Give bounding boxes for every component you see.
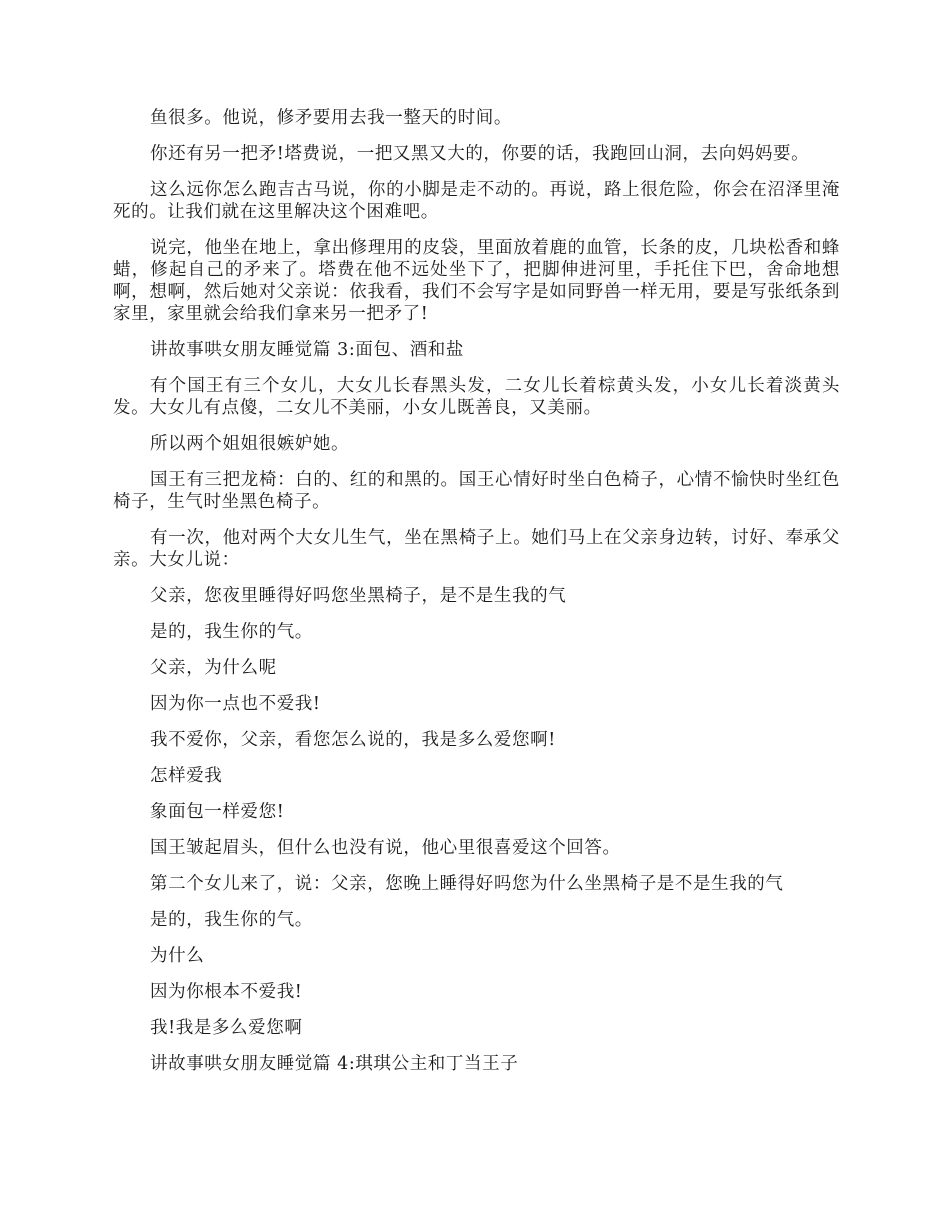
dialogue-line: 第二个女儿来了，说：父亲，您晚上睡得好吗您为什么坐黑椅子是不是生我的气 [150,874,784,894]
dialogue-line: 因为你一点也不爱我! [150,694,321,714]
document-body [113,107,840,1089]
dialogue-line: 我不爱你，父亲，看您怎么说的，我是多么爱您啊! [150,730,556,750]
dialogue-line: 因为你根本不爱我! [150,982,303,1002]
dialogue-line: 父亲，为什么呢 [150,658,277,678]
paragraph: 你还有另一把矛!塔费说，一把又黑又大的，你要的话，我跑回山洞，去向妈妈要。 [150,144,810,164]
paragraph: 国王有三把龙椅：白的、红的和黑的。国王心情好时坐白色椅子，心情不愉快时坐红色椅子，生气时坐黑色椅子。 [113,470,840,512]
paragraph: 有个国王有三个女儿，大女儿长春黑头发，二女儿长着棕黄头发，小女儿长着淡黄头发。大女儿有点傻，二女儿不美丽，小女儿既善良，又美丽。 [113,376,840,418]
dialogue-line: 父亲，您夜里睡得好吗您坐黑椅子，是不是生我的气 [150,586,567,606]
dialogue-line: 怎样爱我 [150,766,223,786]
section-heading: 讲故事哄女朋友睡觉篇 4:琪琪公主和丁当王子 [150,1054,519,1074]
dialogue-line: 我!我是多么爱您啊 [150,1018,303,1038]
paragraph: 说完，他坐在地上，拿出修理用的皮袋，里面放着鹿的血管，长条的皮，几块松香和蜂蜡，修起自己的矛来了。塔费在他不远处坐下了，把脚伸进河里，手托住下巴，舍命地想啊，想啊，然后她对父亲说：依我看，我们不会写字是如同野兽一样无用，要是写张纸条到家里，家里就会给我们拿来另一把矛了! [113,238,840,324]
dialogue-line: 为什么 [150,946,205,966]
section-heading: 讲故事哄女朋友睡觉篇 3:面包、酒和盐 [150,340,464,360]
dialogue-line: 象面包一样爱您! [150,802,285,822]
paragraph: 所以两个姐姐很嫉妒她。 [150,434,350,454]
paragraph: 国王皱起眉头，但什么也没有说，他心里很喜爱这个回答。 [150,838,621,858]
dialogue-line: 是的，我生你的气。 [150,622,313,642]
paragraph: 有一次，他对两个大女儿生气，坐在黑椅子上。她们马上在父亲身边转，讨好、奉承父亲。大女儿说： [113,528,840,570]
paragraph: 鱼很多。他说，修矛要用去我一整天的时间。 [150,108,512,128]
dialogue-line: 是的，我生你的气。 [150,910,313,930]
paragraph: 这么远你怎么跑吉古马说，你的小脚是走不动的。再说，路上很危险，你会在沼泽里淹死的。让我们就在这里解决这个困难吧。 [113,180,840,222]
